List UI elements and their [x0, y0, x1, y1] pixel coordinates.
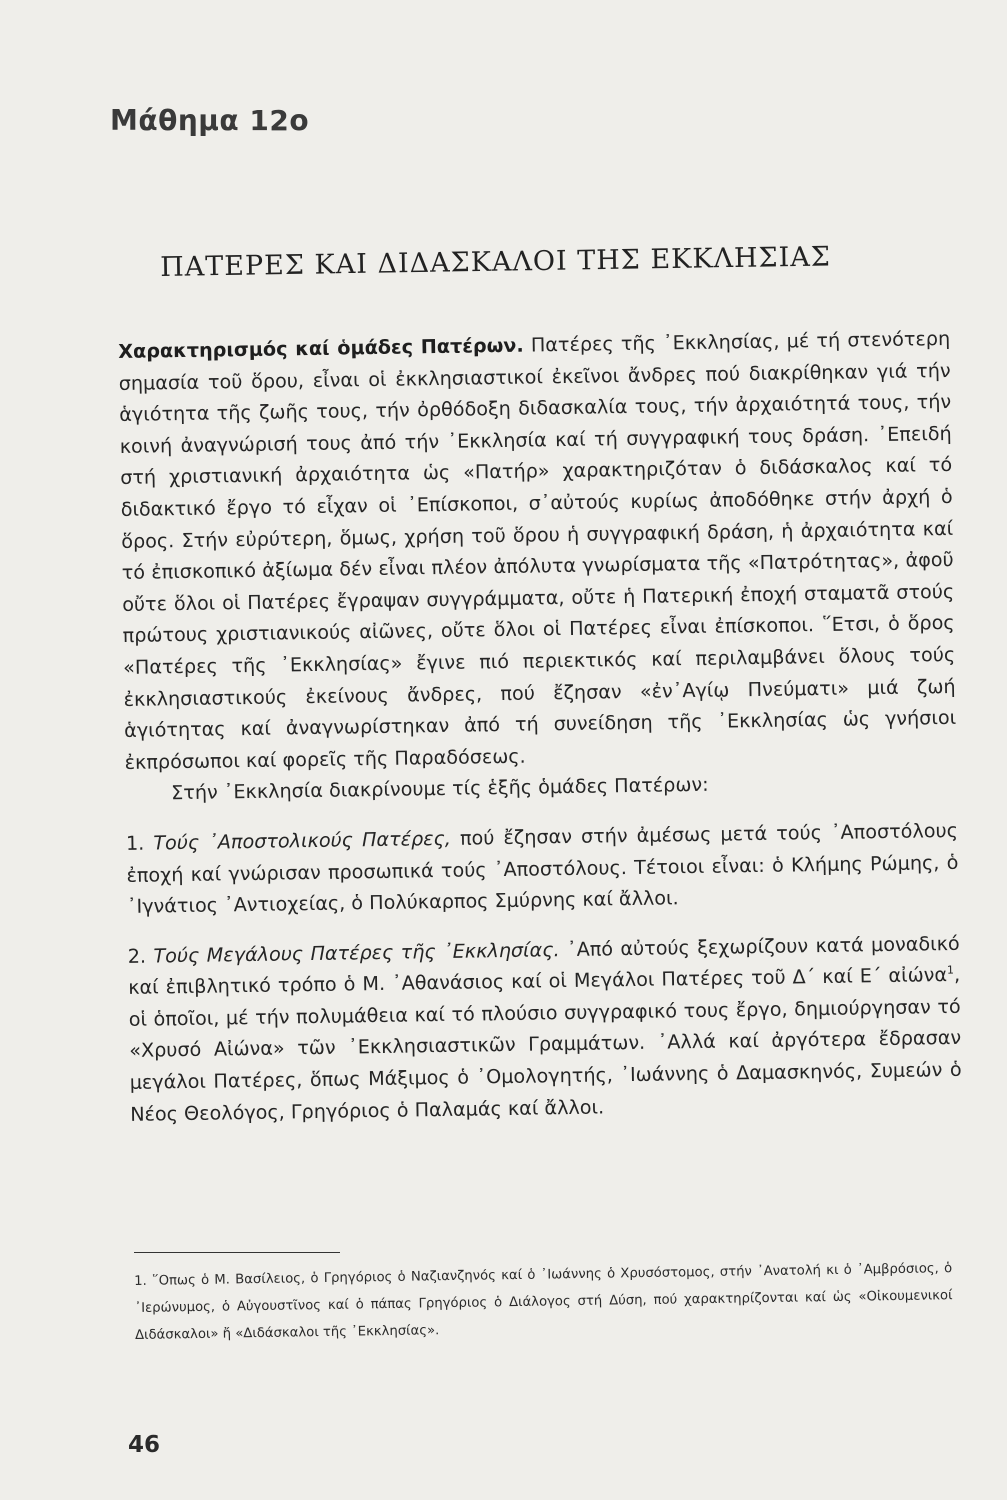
intro-paragraph [118, 323, 957, 778]
footnote-reference: 1 [946, 963, 955, 977]
footnote-divider [134, 1252, 340, 1253]
section-subhead: Χαρακτηρισμός καί ὁμάδες Πατέρων. [118, 333, 524, 363]
intro-text: Πατέρες τῆς ᾽Εκκλησίας, μέ τή στενότερη σημασία τοῦ ὅρου, εἶναι οἱ ἐκκλησιαστικοί ἐκεῖνοι ἄνδρες πού διακρίθηκαν γιά τήν ἁγιότητα τῆς ζωῆς τους, τήν ὀρθόδοξη διδασκαλία τους, τήν ἀρχαιότητά τους, τήν κοινή ἀναγνώρισή τους ἀπό τήν ᾽Εκκλησία καί τή συγγραφική τους δράση. ᾽Επειδή στή χριστιανική ἀρχαιότητα ὡς «Πατήρ» χαρακτηριζόταν ὁ διδάσκαλος καί τό διδακτικό ἔργο τό εἶχαν οἱ ᾽Επίσκοποι, σ᾽αὐτούς κυρίως ἀποδόθηκε στήν ἀρχή ὁ ὅρος. Στήν εὐρύτερη, ὅμως, χρήση τοῦ ὅρου ἡ συγγραφική δράση, ἡ ἀρχαιότητα καί τό ἐπισκοπικό ἀξίωμα δέν εἶναι πλέον ἀπόλυτα γνωρίσματα τῆς «Πατρότητας», ἀφοῦ οὔτε ὅλοι οἱ Πατέρες ἔγραψαν συγγράμματα, οὔτε ἡ Πατερική ἐποχή σταματᾶ στούς πρώτους χριστιανικούς αἰῶνες, οὔτε ὅλοι οἱ Πατέρες εἶναι ἐπίσκοποι. ῞Ετσι, ὁ ὅρος «Πατέρες τῆς ᾽Εκκλησίας» ἔγινε πιό περιεκτικός καί περιλαμβάνει ὅλους τούς ἐκκλησιαστικούς ἐκείνους ἄνδρες, πού ἔζησαν «ἐν᾽Αγίῳ Πνεύματι» μιά ζωή ἁγιότητας καί ἀναγνωρίστηκαν ἀπό τή συνείδηση τῆς ᾽Εκκλησίας ὡς γνήσιοι ἐκπρόσωποι καί φορεῖς τῆς Παραδόσεως. [118, 326, 957, 774]
chapter-title: ΠΑΤΕΡΕΣ ΚΑΙ ΔΙΔΑΣΚΑΛΟΙ ΤΗΣ ΕΚΚΛΗΣΙΑΣ [160, 241, 832, 283]
list-item-number: 2. [127, 944, 147, 968]
list-item [126, 815, 959, 923]
list-item-title: Τούς Μεγάλους Πατέρες τῆς ᾽Εκκλησίας. [153, 937, 560, 968]
footnote: 1. ῞Οπως ὁ Μ. Βασίλειος, ὁ Γρηγόριος ὁ Ναζιανζηνός καί ὁ ᾽Ιωάννης ὁ Χρυσόστομος, στήν ᾽Ανατολή κι ὁ ᾽Αμβρόσιος, ὁ ᾽Ιερώνυμος, ὁ Αὐγουστῖνος καί ὁ πάπας Γρηγόριος ὁ Διάλογος στή Δύση, πού χαρακτηρίζονται καί ὡς «Οἰκουμενικοί Διδάσκαλοι» ἤ «Διδάσκαλοι τῆς ᾽Εκκλησίας». [134, 1261, 953, 1343]
list-item-text-continued: , οἱ ὁποῖοι, μέ τήν πολυμάθεια καί τό πλούσιο συγγραφικό τους ἔργο, δημιούργησαν τό «Χρυσό Αἰώνα» τῶν ᾽Εκκλησιαστικῶν Γραμμάτων. ᾽Αλλά καί ἀργότερα ἔδρασαν μεγάλοι Πατέρες, ὅπως Μάξιμος ὁ ᾽Ομολογητής, ᾽Ιωάννης ὁ Δαμασκηνός, Συμεών ὁ Νέος Θεολόγος, Γρηγόριος ὁ Παλαμάς καί ἄλλοι. [128, 963, 962, 1126]
list-item-number: 1. [125, 831, 145, 855]
list-item-title: Τούς ᾽Αποστολικούς Πατέρες, [153, 826, 452, 855]
groups-intro: Στήν ᾽Εκκλησία διακρίνουμε τίς ἑξῆς ὁμάδες Πατέρων: [171, 773, 709, 805]
list-item [127, 928, 962, 1131]
page-number: 46 [128, 1432, 161, 1458]
body-text [118, 323, 962, 1130]
lesson-label: Μάθημα 12ο [110, 104, 310, 137]
list-item-text: ᾽Από αὐτούς ξεχωρίζουν κατά μοναδικό καί ἐπιβλητικό τρόπο ὁ Μ. ᾽Αθανάσιος καί οἱ Μεγάλοι Πατέρες τοῦ Δ΄ καί Ε΄ αἰώνα [128, 931, 960, 1000]
list-item-text: πού ἔζησαν στήν ἀμέσως μετά τούς ᾽Αποστόλους ἐποχή καί γνώρισαν προσωπικά τούς ᾽Αποστόλους. Τέτοιοι εἶναι: ὁ Κλήμης Ρώμης, ὁ ᾽Ιγνάτιος ᾽Αντιοχείας, ὁ Πολύκαρπος Σμύρνης καί ἄλλοι. [126, 818, 959, 919]
